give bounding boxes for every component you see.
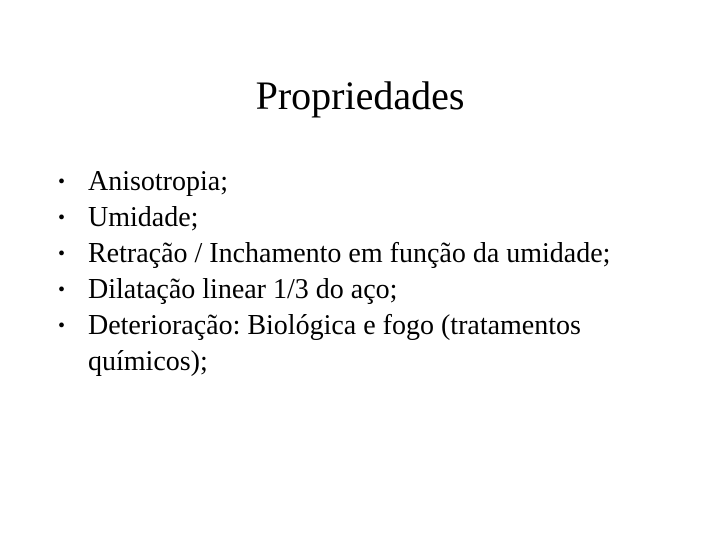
slide-title: Propriedades (255, 73, 465, 118)
bullet-item-deterioracao (58, 308, 678, 380)
bullet-item-retracao (58, 236, 678, 272)
bullet-text: Umidade; (88, 202, 199, 233)
bullet-icon: • (58, 279, 66, 301)
bullet-icon: • (58, 315, 66, 337)
bullet-icon: • (58, 243, 66, 265)
bullet-text: Anisotropia; (88, 166, 228, 197)
bullet-icon: • (58, 171, 66, 193)
bullet-item-umidade (58, 200, 678, 236)
bullet-text: Dilatação linear 1/3 do aço; (88, 274, 398, 305)
bullet-item-anisotropia (58, 164, 678, 200)
bullet-text: Retração / Inchamento em função da umidade; (88, 238, 611, 269)
bullet-list (58, 164, 678, 380)
bullet-icon: • (58, 207, 66, 229)
bullet-item-dilatacao (58, 272, 678, 308)
bullet-text: Deterioração: Biológica e fogo (tratamentos químicos); (88, 310, 581, 377)
